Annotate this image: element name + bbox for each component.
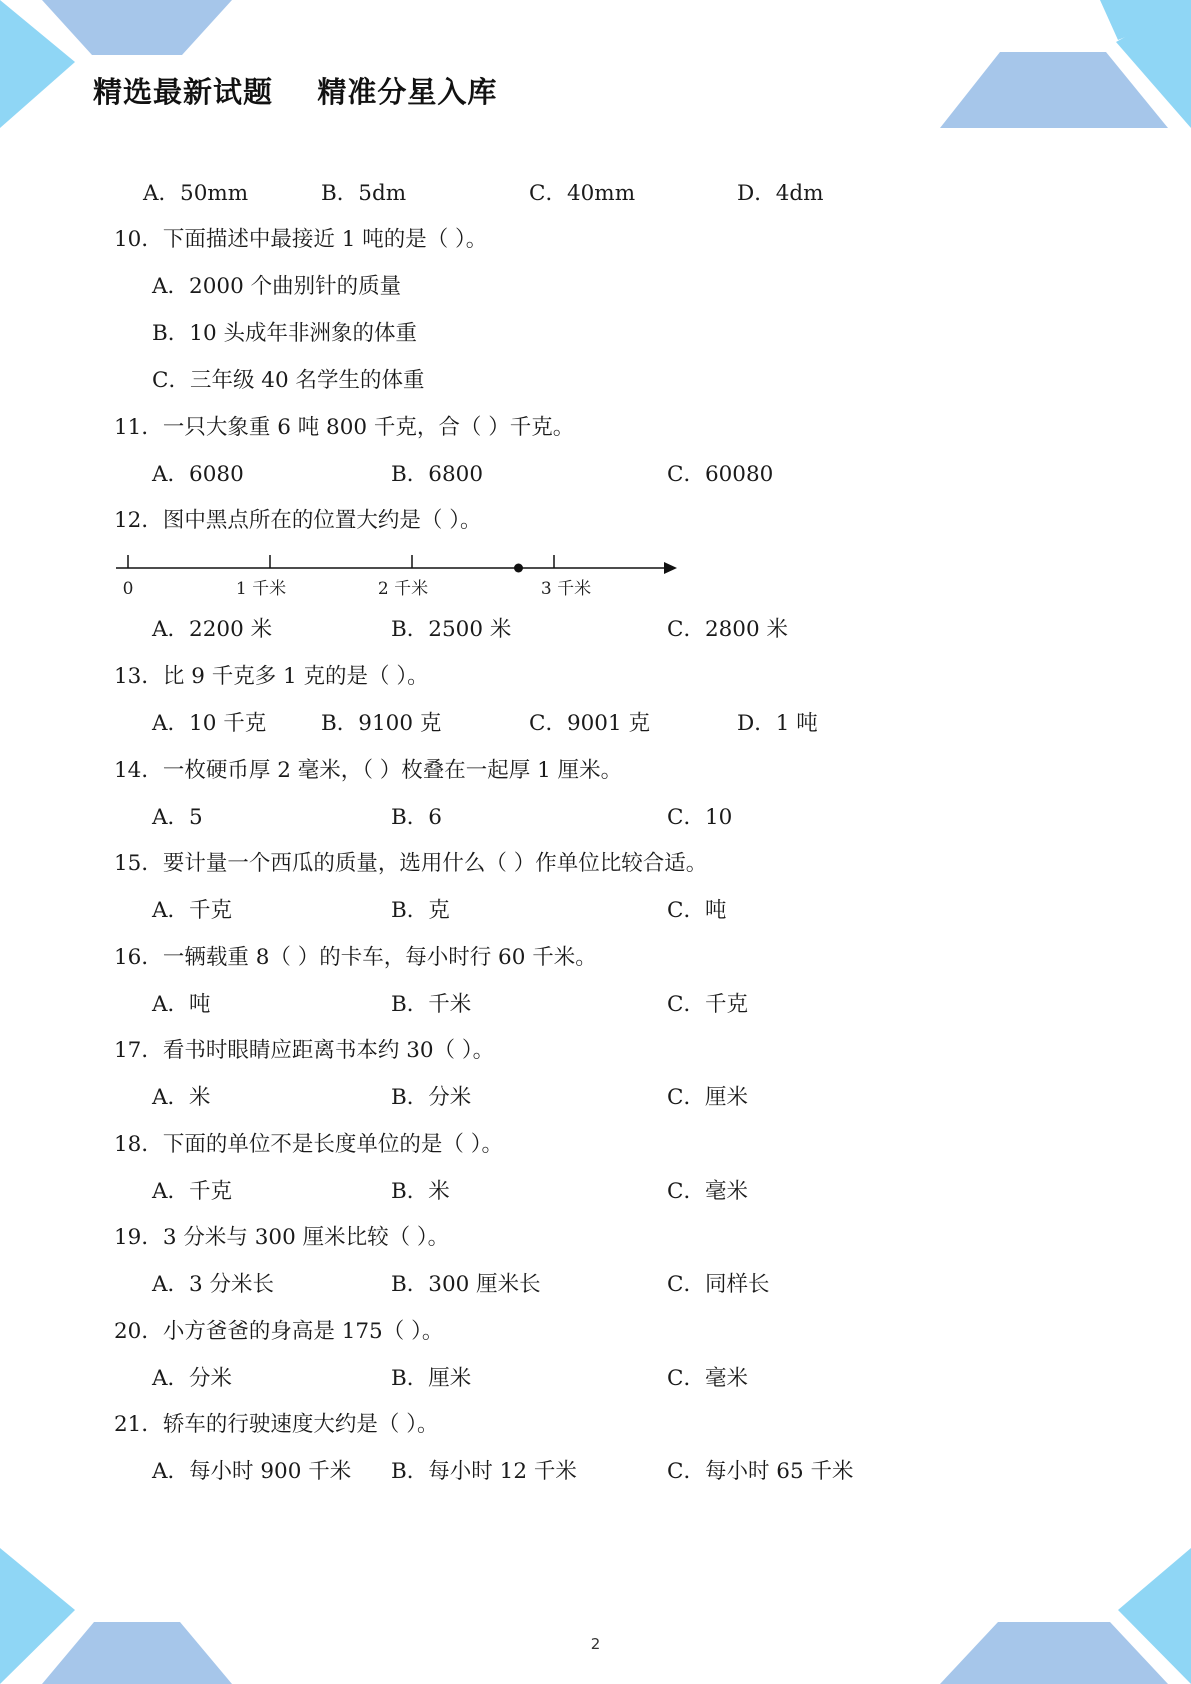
option-b: B．9100 克 [321,711,442,736]
question-number: 12． [114,508,163,533]
option-b: B．10 头成年非洲象的体重 [152,321,417,346]
option-a: A．50mm [143,181,249,206]
question-text: 轿车的行驶速度大约是（ ）。 [162,1412,439,1437]
option-a: A．米 [152,1085,211,1110]
question-text: 看书时眼睛应距离书本约 30（ ）。 [162,1038,495,1063]
decor-top-left-triangle [0,0,75,128]
option-b: B．千米 [391,992,472,1017]
number-line [112,550,682,600]
question-12 [114,507,481,535]
question-number: 13． [114,664,163,689]
option-c: C．千克 [667,992,748,1017]
question-text: 比 9 千克多 1 克的是（ ）。 [162,664,429,689]
option-b: B．米 [391,1179,450,1204]
option-c: C．60080 [667,462,774,487]
decor-bottom-left-trapezoid [42,1622,232,1684]
option-a: A．10 千克 [152,711,267,736]
option-d: D．1 吨 [737,711,818,736]
decor-top-right-trapezoid [940,52,1168,128]
question-number: 20． [114,1319,163,1344]
question-number: 18． [114,1132,163,1157]
option-a: A．3 分米长 [152,1272,275,1297]
question-text: 下面的单位不是长度单位的是（ ）。 [162,1132,503,1157]
question-18 [114,1131,503,1159]
number-line-label-3: 3 千米 [540,579,592,599]
option-c: C．同样长 [667,1272,770,1297]
question-text: 小方爸爸的身高是 175（ ）。 [162,1319,444,1344]
decor-top-right-strip [1100,0,1191,40]
option-b: B．300 厘米长 [391,1272,541,1297]
option-a: A．6080 [152,462,244,487]
decor-bottom-right-trapezoid [940,1622,1168,1684]
question-text: 要计量一个西瓜的质量，选用什么（ ）作单位比较合适。 [162,851,708,876]
option-b: B．2500 米 [391,617,512,642]
number-line-dot [514,564,523,573]
option-c: C．毫米 [667,1366,748,1391]
question-10 [114,226,487,254]
option-c: C．每小时 65 千米 [667,1459,854,1484]
question-number: 16． [114,945,163,970]
option-b: B．每小时 12 千米 [391,1459,577,1484]
option-a: A．2000 个曲别针的质量 [152,274,402,299]
decor-top-left-trapezoid [42,0,232,55]
option-a: A．千克 [152,898,233,923]
question-14 [114,757,622,785]
option-c: C．厘米 [667,1085,748,1110]
question-text: 一只大象重 6 吨 800 千克，合（ ）千克。 [162,415,575,440]
option-a: A．5 [152,805,203,830]
question-number: 10． [114,227,163,252]
question-11 [114,414,574,442]
question-number: 14． [114,758,163,783]
question-15 [114,850,707,878]
question-number: 15． [114,851,163,876]
option-c: C．三年级 40 名学生的体重 [152,368,425,393]
number-line-label-1: 1 千米 [235,579,287,599]
decor-bottom-right-triangle [1118,1548,1191,1684]
decor-top-right-triangle [1116,0,1191,128]
question-text: 3 分米与 300 厘米比较（ ）。 [162,1225,450,1250]
question-number: 11． [114,415,163,440]
option-c: C．9001 克 [529,711,651,736]
option-b: B．6 [391,805,442,830]
question-text: 下面描述中最接近 1 吨的是（ ）。 [162,227,488,252]
option-a: A．分米 [152,1366,233,1391]
header-title: 精选最新试题 精准分星入库 [93,75,498,109]
option-c: C．10 [667,805,733,830]
page-number: 2 [590,1635,601,1653]
option-a: A．千克 [152,1179,233,1204]
question-text: 一枚硬币厚 2 毫米，（ ）枚叠在一起厚 1 厘米。 [162,758,623,783]
option-a: A．2200 米 [152,617,273,642]
question-19 [114,1224,449,1252]
question-17 [114,1037,494,1065]
option-b: B．分米 [391,1085,472,1110]
question-number: 19． [114,1225,163,1250]
option-d: D．4dm [737,181,824,206]
option-b: B．5dm [321,181,407,206]
decor-bottom-left-triangle [0,1548,75,1684]
option-b: B．克 [391,898,450,923]
question-21 [114,1411,438,1439]
option-a: A．每小时 900 千米 [152,1459,352,1484]
number-line-arrow [664,562,677,574]
question-20 [114,1318,443,1346]
option-c: C．吨 [667,898,727,923]
number-line-label-2: 2 千米 [377,579,429,599]
option-c: C．毫米 [667,1179,748,1204]
option-b: B．6800 [391,462,484,487]
question-number: 21． [114,1412,163,1437]
option-c: C．40mm [529,181,636,206]
option-c: C．2800 米 [667,617,789,642]
option-b: B．厘米 [391,1366,472,1391]
question-number: 17． [114,1038,163,1063]
question-text: 一辆载重 8（ ）的卡车，每小时行 60 千米。 [162,945,597,970]
option-a: A．吨 [152,992,211,1017]
question-13 [114,663,429,691]
question-text: 图中黑点所在的位置大约是（ ）。 [162,508,482,533]
question-16 [114,944,597,972]
number-line-label-0: 0 [122,579,134,599]
